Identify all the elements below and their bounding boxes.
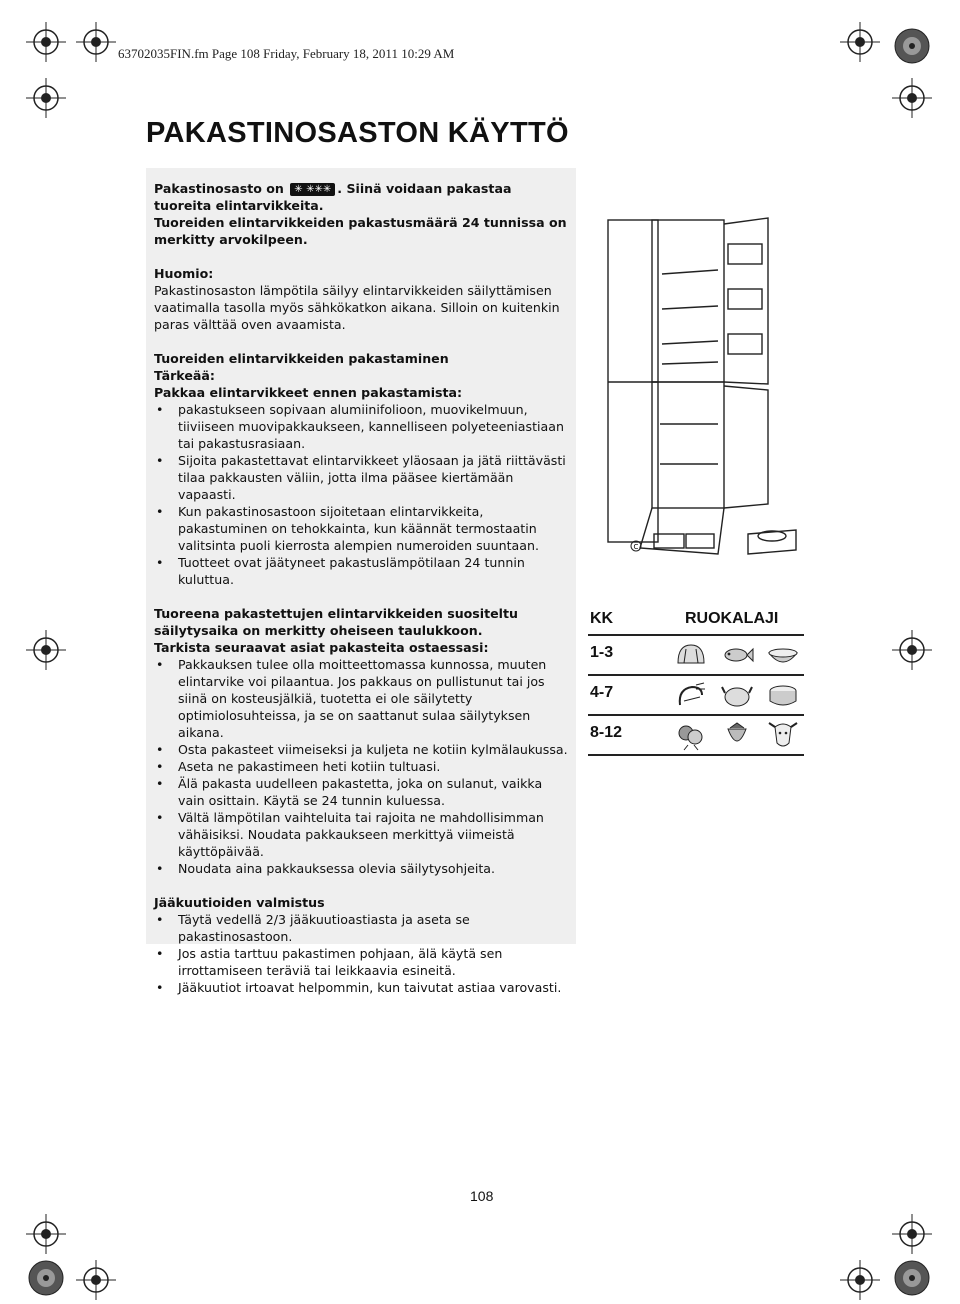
registration-mark-icon — [840, 1260, 880, 1300]
intro-line2: Tuoreiden elintarvikkeiden pakastusmäärä 24 tunnissa on merkitty arvokilpeen. — [154, 215, 567, 247]
list-item: • Kun pakastinosastoon sijoitetaan elintarvikkeita, pakastuminen on tehokkainta, kun käännät termostaatin valitsinta puoli kierrosta alempien numeroiden suuntaan. — [154, 503, 570, 554]
registration-mark-icon — [26, 630, 66, 670]
important-label: Tärkeää: — [154, 368, 215, 383]
main-column — [154, 180, 570, 996]
months-label: 4-7 — [590, 684, 614, 701]
list-item: • Jääkuutiot irtoavat helpommin, kun taivutat astiaa varovasti. — [154, 979, 570, 996]
list-item: • Täytä vedellä 2/3 jääkuutioastiasta ja aseta se pakastinosastoon. — [154, 911, 570, 945]
shellfish-icon — [674, 679, 708, 711]
registration-mark-icon — [840, 22, 880, 62]
list-item: • Älä pakasta uudelleen pakastetta, joka on sulanut, vaikka vain osittain. Käytä se 24 tunnin kuluessa. — [154, 775, 570, 809]
fish-icon — [720, 639, 754, 671]
target-wheel-icon — [892, 26, 932, 66]
page-number: 108 — [470, 1188, 494, 1204]
intro-line1 — [154, 180, 570, 214]
freezer-star-symbol: ✳ ✳✳✳ — [290, 183, 335, 196]
target-wheel-icon — [26, 1258, 66, 1298]
soup-bowl-icon — [766, 639, 800, 671]
registration-mark-icon — [26, 78, 66, 118]
list-item: • Tuotteet ovat jäätyneet pakastuslämpötilaan 24 tunnin kuluttua. — [154, 554, 570, 588]
storage-list — [154, 656, 570, 877]
table-row — [588, 634, 804, 674]
ice-heading: Jääkuutioiden valmistus — [154, 895, 325, 910]
page-header: 63702035FIN.fm Page 108 Friday, February 18, 2011 10:29 AM — [118, 46, 455, 61]
figure-mark: C — [633, 543, 639, 551]
list-item: • Jos astia tarttuu pakastimen pohjaan, älä käytä sen irrottamiseen teräviä tai leikkaavia esineitä. — [154, 945, 570, 979]
list-item: • Aseta ne pakastimeen heti kotiin tultuasi. — [154, 758, 570, 775]
registration-mark-icon — [26, 1214, 66, 1254]
table-header-food: RUOKALAJI — [685, 610, 779, 627]
intro-text-pre: Pakastinosasto on — [154, 181, 284, 196]
list-item: • pakastukseen sopivaan alumiinifolioon, muovikelmuun, tiiviiseen muovipakkaukseen, kannelliseen polyeteeniastiaan tai pakastusrasiaan. — [154, 401, 570, 452]
cow-icon — [766, 719, 800, 751]
list-item: • Pakkauksen tulee olla moitteettomassa kunnossa, muuten elintarvike voi pilaantua. Jos pakkaus on pullistunut tai jos siinä on kosteusjälkiä, tuotetta ei ole säilytetty optimiolosuhteissa, ja se on saattanut sulaa säilytyksen aikana. — [154, 656, 570, 741]
strawberry-icon — [720, 719, 754, 751]
page-title: PAKASTINOSASTON KÄYTTÖ — [146, 117, 569, 149]
intro-text-post: . Siinä voidaan pakastaa tuoreita elintarvikkeita. — [154, 181, 512, 213]
vegetables-icon — [674, 719, 708, 751]
poultry-icon — [720, 679, 754, 711]
storage-heading: Tuoreena pakastettujen elintarvikkeiden suositeltu säilytysaika on merkitty oheiseen taulukkoon. — [154, 606, 518, 638]
registration-mark-icon — [892, 630, 932, 670]
note-text: Pakastinosaston lämpötila säilyy elintarvikkeiden säilyttämisen vaatimalla tasolla myös sähkökatkon aikana. Silloin on kuitenkin paras välttää oven avaamista. — [154, 283, 560, 332]
months-label: 8-12 — [590, 724, 623, 741]
list-item: • Osta pakasteet viimeiseksi ja kuljeta ne kotiin kylmälaukussa. — [154, 741, 570, 758]
registration-mark-icon — [26, 22, 66, 62]
check-heading: Tarkista seuraavat asiat pakasteita ostaessasi: — [154, 640, 489, 655]
list-item: • Sijoita pakastettavat elintarvikkeet yläosaan ja jätä riittävästi tilaa pakkausten väliin, jotta ilma pääsee kiertämään vapaasti. — [154, 452, 570, 503]
target-wheel-icon — [892, 1258, 932, 1298]
registration-mark-icon — [76, 1260, 116, 1300]
bread-icon — [674, 639, 708, 671]
cake-icon — [766, 679, 800, 711]
ice-list — [154, 911, 570, 996]
freezing-list — [154, 401, 570, 588]
table-row — [588, 714, 804, 756]
note-heading: Huomio: — [154, 266, 214, 281]
list-item: • Noudata aina pakkauksessa olevia säilytysohjeita. — [154, 860, 570, 877]
table-row — [588, 674, 804, 714]
months-label: 1-3 — [590, 644, 614, 661]
refrigerator-illustration — [600, 214, 810, 574]
table-header-months: KK — [590, 610, 614, 627]
registration-mark-icon — [76, 22, 116, 62]
registration-mark-icon — [892, 78, 932, 118]
registration-mark-icon — [892, 1214, 932, 1254]
freezing-heading: Tuoreiden elintarvikkeiden pakastaminen — [154, 351, 449, 366]
pack-heading: Pakkaa elintarvikkeet ennen pakastamista: — [154, 385, 463, 400]
list-item: • Vältä lämpötilan vaihteluita tai rajoita ne mahdollisimman vähäisiksi. Noudata pakkaukseen merkittyä viimeistä käyttöpäivää. — [154, 809, 570, 860]
